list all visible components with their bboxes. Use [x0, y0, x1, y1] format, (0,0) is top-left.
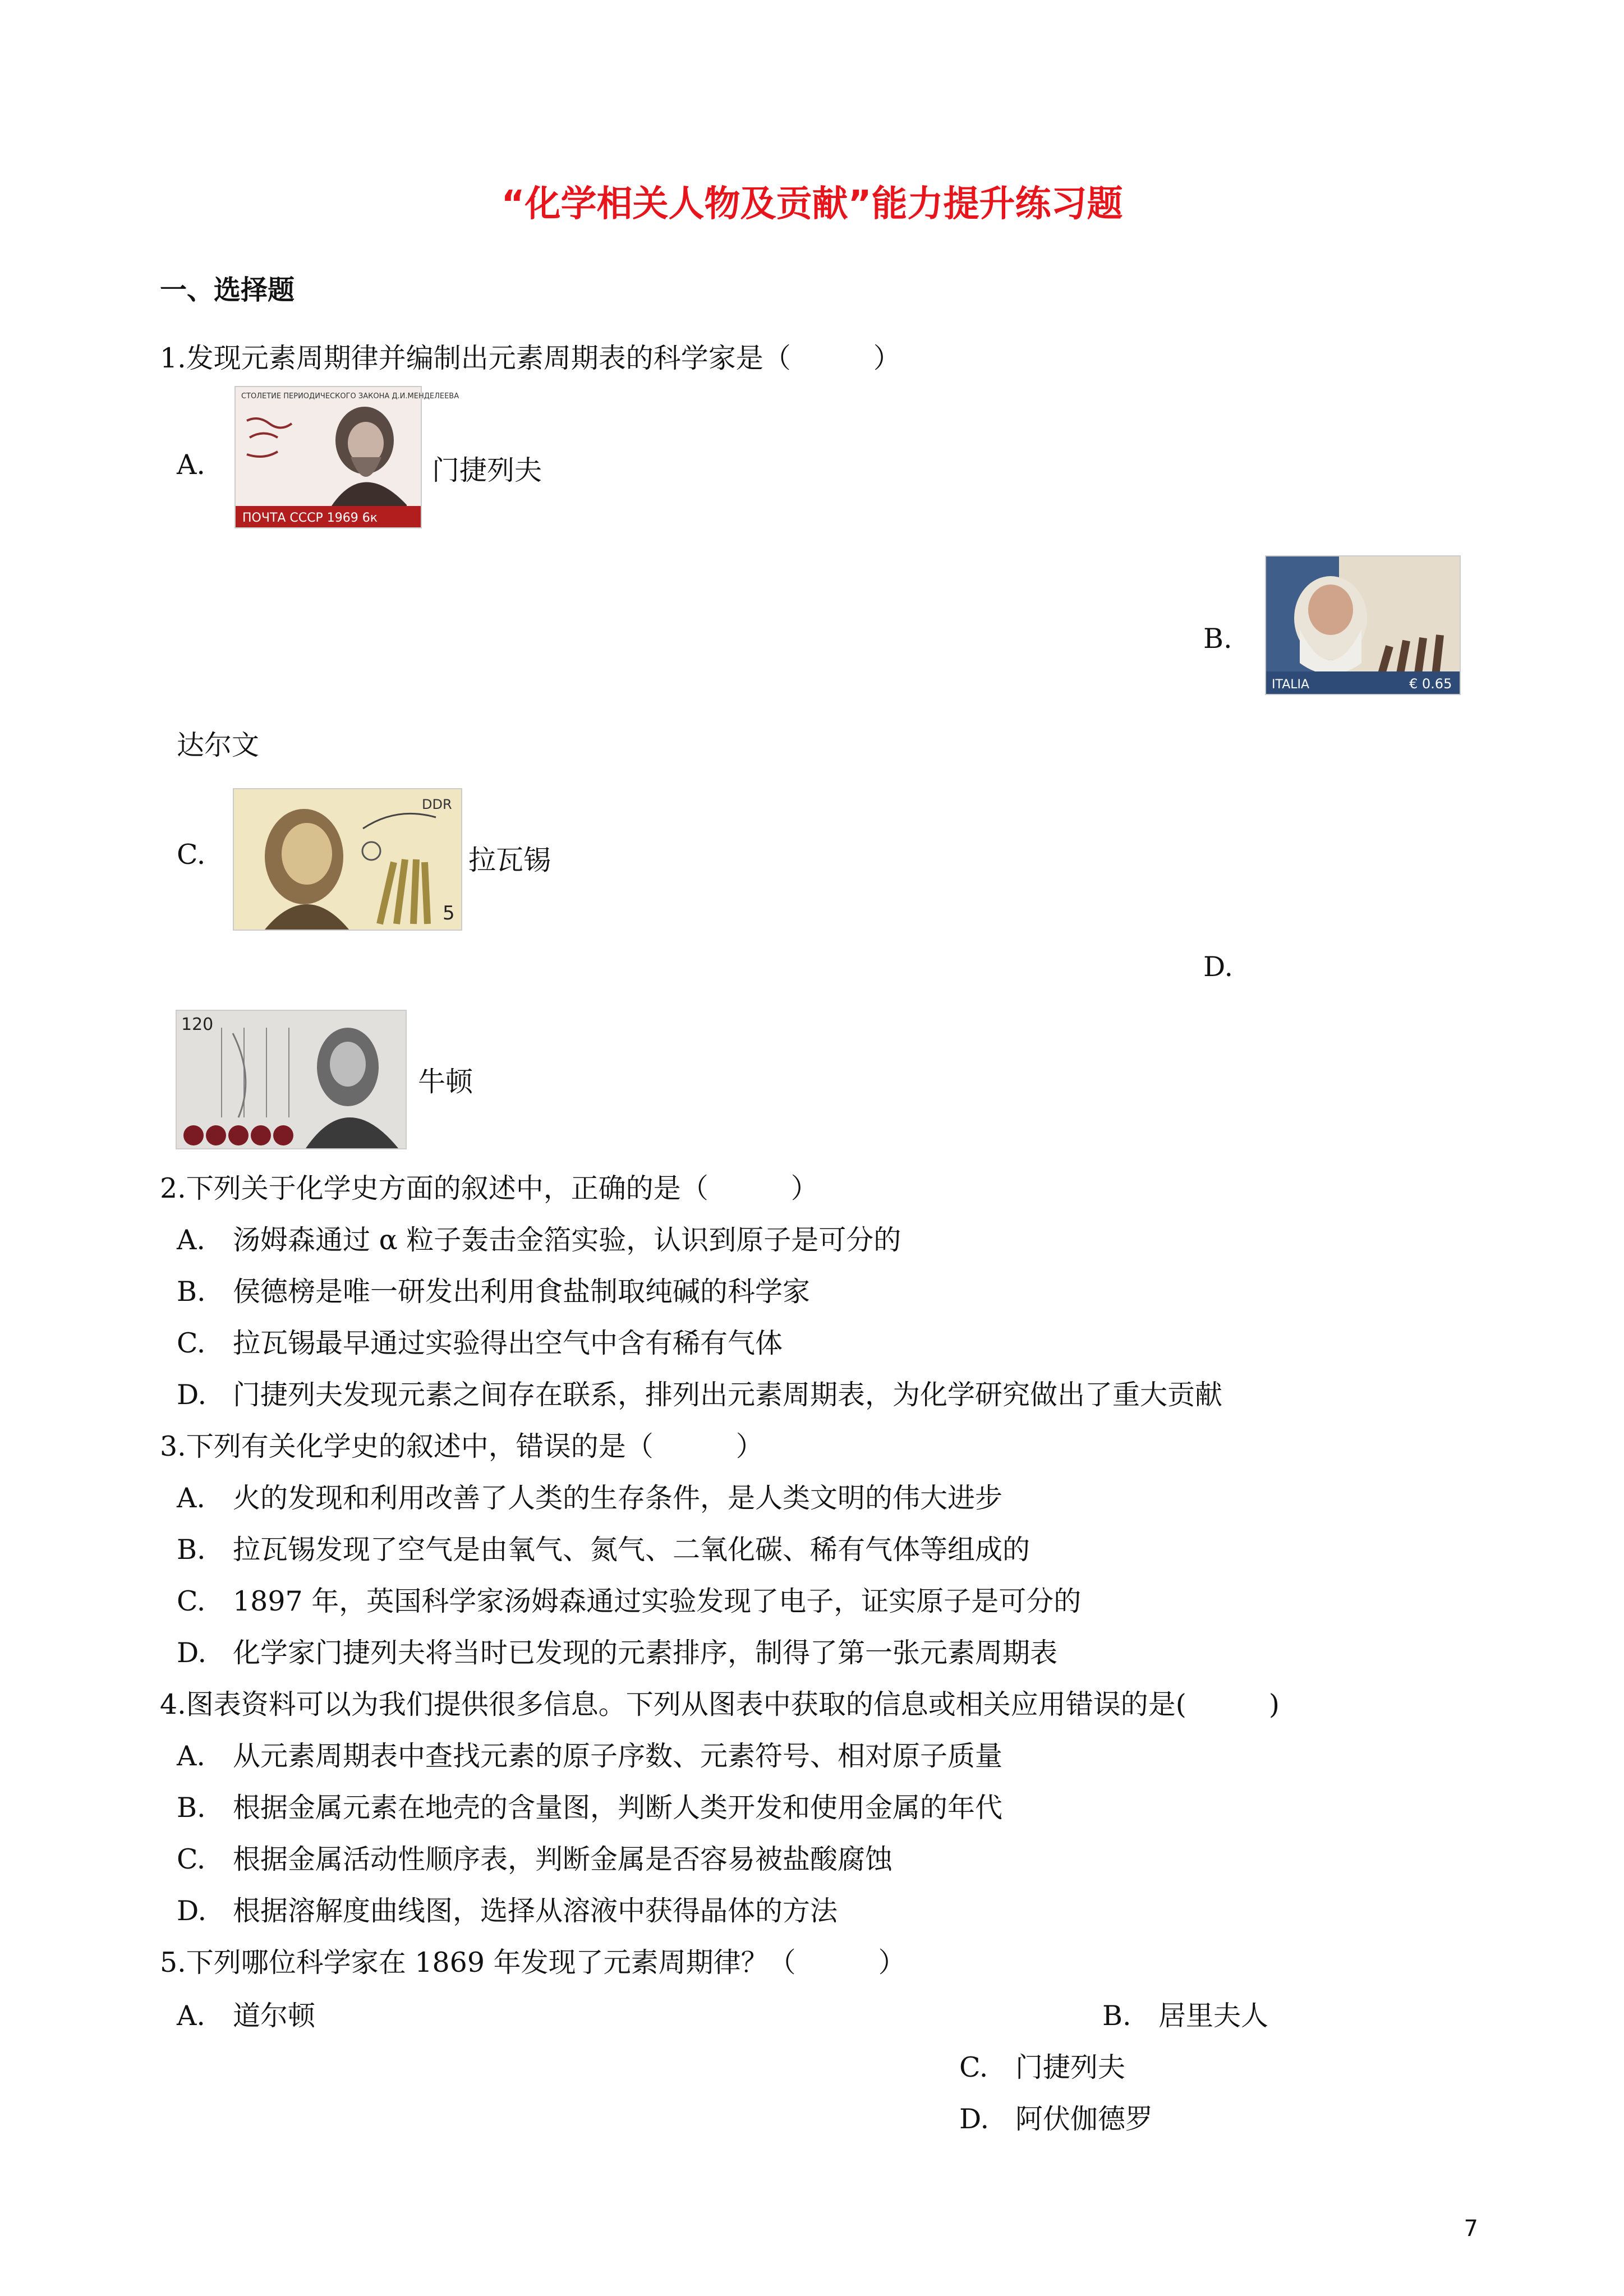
q2-option-d	[177, 1373, 1222, 1412]
newton-stamp-art	[177, 1011, 406, 1148]
q1-option-a-text: 门捷列夫	[432, 454, 542, 486]
q1-option-d-text: 牛顿	[418, 1066, 473, 1098]
q3-option-b	[177, 1528, 1030, 1567]
option-letter: C.	[177, 1843, 206, 1875]
q1-option-c-letter: C.	[177, 839, 206, 871]
option-letter: C.	[177, 1327, 206, 1359]
option-letter: D.	[959, 2103, 990, 2135]
question-3-stem: 3.下列有关化学史的叙述中，错误的是（ ）	[160, 1430, 763, 1462]
darwin-stamp-image	[1265, 555, 1461, 695]
page-title: “化学相关人物及贡献”能力提升练习题	[501, 183, 1123, 225]
option-letter: C.	[177, 1585, 206, 1617]
page-number: 7	[1464, 2216, 1478, 2242]
option-text: 化学家门捷列夫将当时已发现的元素排序，制得了第一张元素周期表	[233, 1637, 1058, 1669]
q1-option-d-letter: D.	[1203, 951, 1234, 983]
option-text: 根据金属元素在地壳的含量图，判断人类开发和使用金属的年代	[233, 1792, 1003, 1824]
q4-option-c	[177, 1838, 892, 1877]
option-text: 根据金属活动性顺序表，判断金属是否容易被盐酸腐蚀	[233, 1843, 893, 1875]
q5-option-d	[959, 2097, 1153, 2137]
option-text: 火的发现和利用改善了人类的生存条件，是人类文明的伟大进步	[233, 1482, 1003, 1514]
option-letter: D.	[177, 1379, 207, 1411]
q4-option-b	[177, 1786, 1002, 1825]
option-letter: A.	[177, 2000, 205, 2032]
stamp-country: DDR	[422, 797, 452, 812]
question-5-stem: 5.下列哪位科学家在 1869 年发现了元素周期律？（ ）	[160, 1947, 906, 1978]
q1-option-b-text: 达尔文	[177, 729, 260, 761]
question-2-stem: 2.下列关于化学史方面的叙述中，正确的是（ ）	[160, 1172, 818, 1204]
option-letter: D.	[177, 1895, 207, 1927]
stamp-value: 5	[443, 902, 455, 924]
q3-option-d	[177, 1631, 1057, 1671]
q2-option-c	[177, 1322, 783, 1361]
q3-option-c	[177, 1580, 1081, 1619]
option-letter: A.	[177, 1482, 205, 1514]
q5-option-b	[1102, 1994, 1268, 2033]
q4-option-a	[177, 1734, 1002, 1774]
stamp-bottom-text: ПОЧТА СССР 1969 6к	[242, 511, 378, 525]
option-text: 根据溶解度曲线图，选择从溶液中获得晶体的方法	[233, 1895, 838, 1927]
q2-option-b	[177, 1270, 810, 1309]
option-text: 汤姆森通过 α 粒子轰击金箔实验，认识到原子是可分的	[233, 1224, 901, 1256]
q4-option-d	[177, 1889, 838, 1929]
q1-option-c-text: 拉瓦锡	[468, 844, 551, 876]
stamp-country: ITALIA	[1272, 678, 1310, 692]
q5-option-a	[177, 1994, 315, 2033]
option-text: 从元素周期表中查找元素的原子序数、元素符号、相对原子质量	[233, 1740, 1003, 1772]
mendeleev-stamp-art	[236, 387, 459, 527]
option-text: 侯德榜是唯一研发出利用食盐制取纯碱的科学家	[233, 1276, 811, 1308]
option-letter: B.	[177, 1276, 206, 1308]
q1-option-b-letter: B.	[1203, 623, 1232, 655]
q5-option-c	[959, 2046, 1125, 2085]
q3-option-a	[177, 1476, 1002, 1516]
option-text: 居里夫人	[1158, 2000, 1269, 2032]
question-4-stem: 4.图表资料可以为我们提供很多信息。下列从图表中获取的信息或相关应用错误的是( )	[160, 1688, 1280, 1720]
question-1-stem: 1.发现元素周期律并编制出元素周期表的科学家是（ ）	[160, 342, 901, 374]
lavoisier-stamp-image	[233, 788, 462, 931]
option-text: 拉瓦锡最早通过实验得出空气中含有稀有气体	[233, 1327, 783, 1359]
option-letter: B.	[1102, 2000, 1131, 2032]
option-letter: A.	[177, 1224, 205, 1256]
lavoisier-stamp-art	[234, 789, 461, 930]
newton-stamp-image	[176, 1010, 407, 1149]
stamp-value: € 0.65	[1409, 676, 1452, 692]
option-letter: C.	[959, 2051, 988, 2083]
option-text: 道尔顿	[233, 2000, 316, 2032]
option-letter: B.	[177, 1534, 206, 1566]
q1-option-a-letter: A.	[177, 449, 205, 481]
mendeleev-stamp-image	[234, 386, 459, 528]
option-letter: B.	[177, 1792, 206, 1824]
option-text: 阿伏伽德罗	[1015, 2103, 1153, 2135]
darwin-stamp-art	[1266, 556, 1460, 694]
stamp-top-text: СТОЛЕТИЕ ПЕРИОДИЧЕСКОГО ЗАКОНА Д.И.МЕНДЕЛЕЕВА	[241, 392, 459, 401]
section-heading: 一、选择题	[160, 274, 295, 306]
stamp-value: 120	[181, 1015, 214, 1034]
option-letter: D.	[177, 1637, 207, 1669]
option-text: 1897 年，英国科学家汤姆森通过实验发现了电子，证实原子是可分的	[233, 1585, 1082, 1617]
option-letter: A.	[177, 1740, 205, 1772]
option-text: 门捷列夫发现元素之间存在联系，排列出元素周期表，为化学研究做出了重大贡献	[233, 1379, 1223, 1411]
q2-option-a	[177, 1218, 901, 1258]
option-text: 门捷列夫	[1015, 2051, 1126, 2083]
option-text: 拉瓦锡发现了空气是由氧气、氮气、二氧化碳、稀有气体等组成的	[233, 1534, 1030, 1566]
